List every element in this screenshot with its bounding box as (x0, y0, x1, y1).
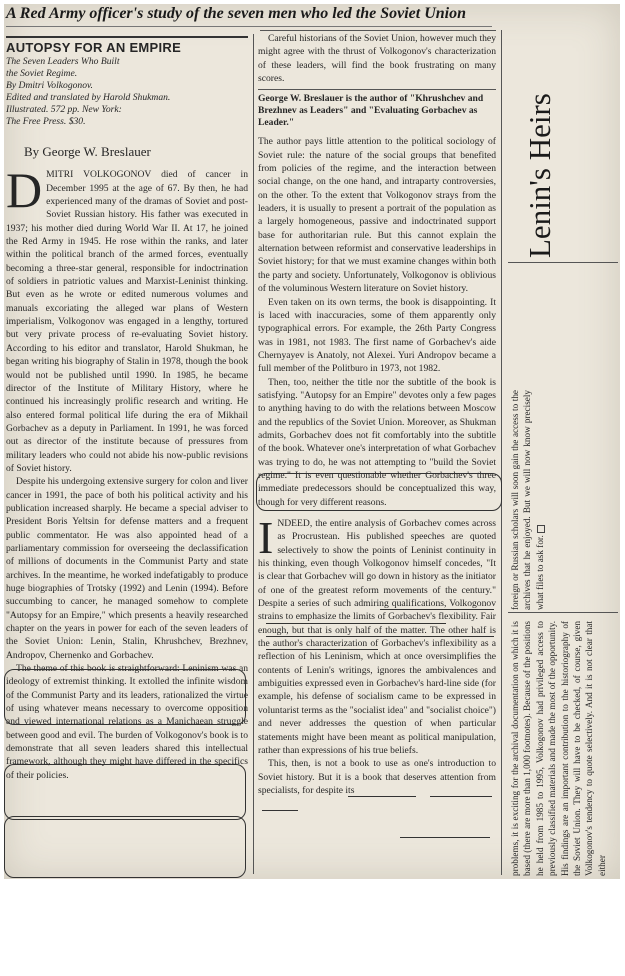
side-upper-span: foreign or Russian scholars will soon gain the access to the archives that he enjoyed. But we will now know precisely what files to ask for. (510, 390, 545, 610)
paragraph-2: Despite his undergoing extensive surgery for colon and liver cancer in 1991, the pace of both his political activity and his publication increased sharply. He became a special adviser to President Boris Yeltsin for defense matters and a frequent public commentator. He was also appointed head of a parliamentary commission for overseeing the declassification of millions of documents in the Communist Party and state archives. In the meantime, he worked indefatigably to produce huge biographies of Trotsky (1992) and Lenin (1994). Before succumbing to cancer, he managed somehow to complete "Autopsy for an Empire," which presents a heavily researched chapter on the years in power for each of the seven leaders of the Soviet Union: Lenin, Stalin, Khrushchev, Brezhnev, Andropov, Chernenko and Gorbachev. (6, 476, 248, 661)
book-info (6, 56, 248, 128)
paragraph-3: The theme of this book is straightforward: Leninism was an ideology of extremist thinking. It extolled the infinite wisdom of the Communist Party and its leaders, rationalized the virtue of using whatever means necessary to overcome opposition and viewed international relations as a Manichaean struggle between good and evil. The burden of Volkogonov's book is to demonstrate that all seven leaders shared this intellectual framework, although they might have differed in the specifics of their policies. (6, 663, 248, 781)
section-title-rotated (520, 93, 625, 298)
byline: By George W. Breslauer (24, 144, 151, 160)
book-publisher: The Free Press. $30. (6, 116, 86, 128)
paragraph-4: The author pays little attention to the political sociology of Soviet rule: the nature of the social groups that benefited from policies of the regime, and the interaction between social change, on the one hand, and intraparty controversies, on the other. To the extent that Volkogonov strays from the leaders, it is usually to present a portrait of the population as a largely homogeneous, passive and indoctrinated support base for authoritarian rule. But this cannot explain the alternation between reformist and conservative leaderships in Soviet history; for that we must examine changes within both the party and society. Unfortunately, Volkogonov is oblivious of the voluminous Western literature on Soviet history. (258, 136, 496, 295)
side-upper-text (509, 390, 549, 610)
paragraph-7-text: NDEED, the entire analysis of Gorbachev comes across as Procrustean. His published speeches are quoted selectively to show the points of Leninist continuity in his thinking, even though Volkogonov himself concedes, "It is clear that Gorbachev will go down in history as the initiator of one of the greatest reform movements of the century." Despite a series of such admiring qualifications, Volkogonov strains to emphasize the limits of Gorbachev's flexibility. Fair enough, but that is only half of the matter. The other half is the author's characterization of Gorbachev's inflexibility as a reflection of his Leninism, which at once oversimplifies the contents of Lenin's writings, ignores the ambivalences and ambiguities expressed even in Gorbachev's hard-line side (for example, his defense of socialism came to be expressed in voluntarist terms as the "socialist idea" and "socialist choice") and never addresses the question of when particular statements might have been meant as political manipulation, rather than expressions of his true beliefs. (258, 518, 496, 756)
section-title-rule (508, 262, 618, 263)
book-translator: Edited and translated by Harold Shukman. (6, 92, 171, 104)
paragraph-top: Careful historians of the Soviet Union, however much they might agree with the thrust of Volkogonov's characterization of these leaders, will find the book frustrating on many scores. (258, 33, 496, 85)
section-title: Lenin's Heirs (522, 93, 557, 258)
headline: A Red Army officer's study of the seven men who led the Soviet Union (6, 4, 492, 27)
paragraph-1-text: MITRI VOLKOGONOV died of cancer in December 1995 at the age of 67. By then, he had experienced many of the dramas of Soviet and post-Soviet Russian history. His father was executed in 1937; his mother died during World War II. At 17, he joined the Red Army in 1945. He rose within the ranks, and later within the political branch of the armed forces, eventually becoming a three-star general, responsible for indoctrination of soldiers in patriotic values and Marxist-Leninist thinking. But even as he wrote or edited numerous volumes and manuals excoriating the alleged war plans of Western imperialism, Volkogonov was engaged in a lengthy, tortured but very private process of re-evaluating Soviet history. According to his editor and translator, Harold Shukman, he began writing his biography of Stalin in 1978, though the book would not be published until 1990. In 1985, he became director of the Institute of Military History, where he continued his increasingly prolific research and writing. He also entered formal political life during the era of Mikhail Gorbachev as a deputy in Parliament. In 1991, he was forced out as director of the institute because of pressures from military leaders who could not abide his now-public revisions of Soviet history. (6, 169, 248, 474)
paragraph-6: Then, too, neither the title nor the subtitle of the book is satisfying. "Autopsy for an Empire" devotes only a few pages to anything having to do with the relations between Moscow and the republics of the Soviet Union. Moreover, as Shukman admits, Gorbachev does not fit comfortably into the subtitle of the book. Whatever one's interpretation of what Gorbachev was trying to do, he was not attempting to "build the Soviet regime." It is even questionable whether Gorbachev's three immediate predecessors should be conceptualized this way, though for very different reasons. (258, 376, 496, 508)
book-details: Illustrated. 572 pp. New York: (6, 104, 122, 116)
drop-cap-i: I (258, 512, 274, 563)
side-lower-text: problems, it is exciting for the archival documentation on which it is based (there are more than 1,000 footnotes). Because of the positions he held from 1985 to 1995, Volkogonov had privileged access to previously classified materials and made the most of the opportunity. His findings are an important contribution to the historiography of the Soviet Union. They will have to be checked, of course, given Volkogonov's tendency to quote selectively. And it is not clear that either (510, 621, 607, 876)
book-title: AUTOPSY FOR AN EMPIRE (6, 36, 248, 54)
paragraph-8: This, then, is not a book to use as one's introduction to Soviet history. But it is a book that deserves attention from specialists, for despite its (258, 758, 496, 796)
column-2 (258, 32, 496, 878)
book-author: By Dmitri Volkogonov. (6, 80, 93, 92)
author-bio: George W. Breslauer is the author of "Khrushchev and Brezhnev as Leaders" and "Evaluating Gorbachev as Leader." (258, 89, 496, 129)
top-rule-col2 (260, 30, 496, 31)
drop-cap: D (6, 162, 43, 219)
book-subtitle-line-2: the Soviet Regime. (6, 68, 78, 80)
paragraph-1 (6, 162, 248, 475)
end-mark-icon (537, 525, 545, 533)
column-rule-1 (253, 34, 254, 874)
paragraph-7 (258, 512, 496, 757)
paragraph-5: Even taken on its own terms, the book is disappointing. It is laced with inaccuracies, some of them apparently only typographical errors. For example, the 26th Party Congress was in 1981, not 1983. The first name of Gorbachev's aide Chernyayev is Anatoly, not Alexei. Yuri Andropov became a full member of the Politburo in 1973, not 1982. (258, 296, 496, 375)
column-1 (6, 36, 248, 872)
column-rule-2 (501, 30, 502, 875)
side-divider (508, 612, 618, 613)
side-column-lower (509, 621, 625, 976)
book-subtitle-line-1: The Seven Leaders Who Built (6, 56, 120, 68)
